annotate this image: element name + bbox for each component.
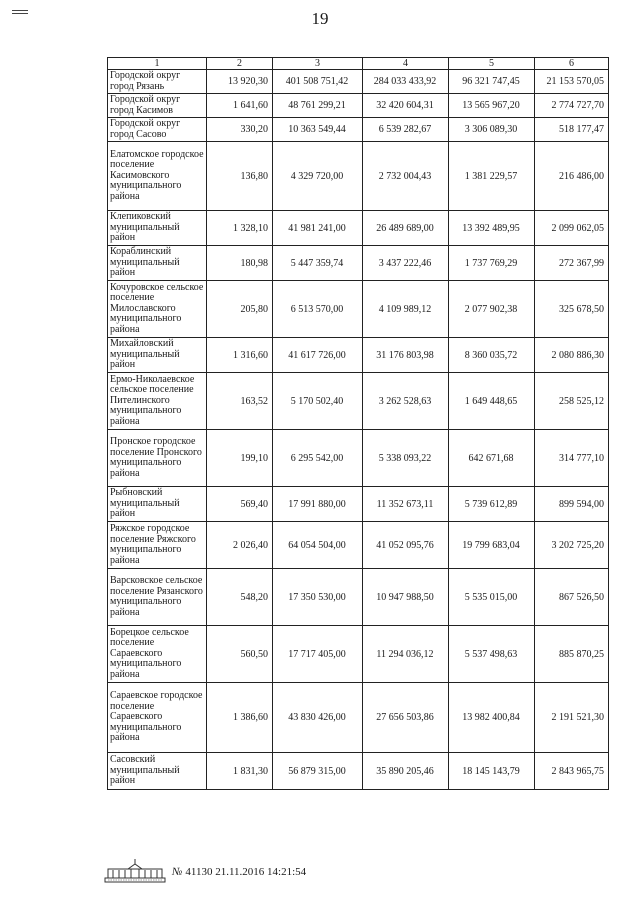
municipality-name-cell: Варсковское сельское поселение Рязанского муниципального района bbox=[108, 569, 207, 626]
value-cell: 18 145 143,79 bbox=[449, 753, 535, 790]
value-cell: 2 774 727,70 bbox=[535, 94, 609, 118]
municipality-name-cell: Сасовский муниципальный район bbox=[108, 753, 207, 790]
table-row bbox=[108, 338, 609, 373]
value-cell: 314 777,10 bbox=[535, 430, 609, 487]
value-cell: 41 617 726,00 bbox=[273, 338, 363, 373]
table-row bbox=[108, 753, 609, 790]
value-cell: 26 489 689,00 bbox=[363, 211, 449, 246]
value-cell: 96 321 747,45 bbox=[449, 70, 535, 94]
value-cell: 2 191 521,30 bbox=[535, 683, 609, 753]
value-cell: 180,98 bbox=[207, 246, 273, 281]
municipality-name-cell: Городской округ город Касимов bbox=[108, 94, 207, 118]
value-cell: 136,80 bbox=[207, 142, 273, 211]
value-cell: 5 338 093,22 bbox=[363, 430, 449, 487]
table-row bbox=[108, 569, 609, 626]
value-cell: 258 525,12 bbox=[535, 373, 609, 430]
value-cell: 1 737 769,29 bbox=[449, 246, 535, 281]
value-cell: 41 981 241,00 bbox=[273, 211, 363, 246]
value-cell: 41 052 095,76 bbox=[363, 522, 449, 569]
value-cell: 5 447 359,74 bbox=[273, 246, 363, 281]
value-cell: 13 920,30 bbox=[207, 70, 273, 94]
value-cell: 2 026,40 bbox=[207, 522, 273, 569]
value-cell: 31 176 803,98 bbox=[363, 338, 449, 373]
table-header-row bbox=[108, 58, 609, 70]
value-cell: 11 352 673,11 bbox=[363, 487, 449, 522]
column-header: 5 bbox=[449, 58, 535, 70]
value-cell: 2 099 062,05 bbox=[535, 211, 609, 246]
value-cell: 10 947 988,50 bbox=[363, 569, 449, 626]
value-cell: 216 486,00 bbox=[535, 142, 609, 211]
value-cell: 27 656 503,86 bbox=[363, 683, 449, 753]
value-cell: 548,20 bbox=[207, 569, 273, 626]
table-row bbox=[108, 683, 609, 753]
value-cell: 17 717 405,00 bbox=[273, 626, 363, 683]
column-header: 6 bbox=[535, 58, 609, 70]
value-cell: 199,10 bbox=[207, 430, 273, 487]
value-cell: 35 890 205,46 bbox=[363, 753, 449, 790]
value-cell: 885 870,25 bbox=[535, 626, 609, 683]
value-cell: 43 830 426,00 bbox=[273, 683, 363, 753]
value-cell: 2 080 886,30 bbox=[535, 338, 609, 373]
value-cell: 569,40 bbox=[207, 487, 273, 522]
table-row bbox=[108, 211, 609, 246]
column-header: 1 bbox=[108, 58, 207, 70]
value-cell: 5 170 502,40 bbox=[273, 373, 363, 430]
value-cell: 1 316,60 bbox=[207, 338, 273, 373]
municipality-name-cell: Кочуровское сельское поселение Милославского муниципального района bbox=[108, 281, 207, 338]
municipality-name-cell: Городской округ город Рязань bbox=[108, 70, 207, 94]
value-cell: 13 392 489,95 bbox=[449, 211, 535, 246]
value-cell: 205,80 bbox=[207, 281, 273, 338]
registration-number-sign: № bbox=[172, 866, 183, 878]
value-cell: 1 381 229,57 bbox=[449, 142, 535, 211]
value-cell: 56 879 315,00 bbox=[273, 753, 363, 790]
value-cell: 1 386,60 bbox=[207, 683, 273, 753]
value-cell: 11 294 036,12 bbox=[363, 626, 449, 683]
table-row bbox=[108, 522, 609, 569]
value-cell: 1 328,10 bbox=[207, 211, 273, 246]
municipality-name-cell: Рыбновский муниципальный район bbox=[108, 487, 207, 522]
table-row bbox=[108, 430, 609, 487]
table-row bbox=[108, 487, 609, 522]
value-cell: 163,52 bbox=[207, 373, 273, 430]
table-row bbox=[108, 626, 609, 683]
value-cell: 325 678,50 bbox=[535, 281, 609, 338]
municipality-name-cell: Елатомское городское поселение Касимовского муниципального района bbox=[108, 142, 207, 211]
value-cell: 48 761 299,21 bbox=[273, 94, 363, 118]
value-cell: 13 982 400,84 bbox=[449, 683, 535, 753]
table-row bbox=[108, 94, 609, 118]
value-cell: 284 033 433,92 bbox=[363, 70, 449, 94]
value-cell: 2 843 965,75 bbox=[535, 753, 609, 790]
value-cell: 1 831,30 bbox=[207, 753, 273, 790]
value-cell: 17 350 530,00 bbox=[273, 569, 363, 626]
table-row bbox=[108, 281, 609, 338]
table-row bbox=[108, 70, 609, 94]
municipality-name-cell: Городской округ город Сасово bbox=[108, 118, 207, 142]
value-cell: 17 991 880,00 bbox=[273, 487, 363, 522]
value-cell: 5 535 015,00 bbox=[449, 569, 535, 626]
table-row bbox=[108, 142, 609, 211]
table-row bbox=[108, 246, 609, 281]
value-cell: 560,50 bbox=[207, 626, 273, 683]
value-cell: 4 329 720,00 bbox=[273, 142, 363, 211]
value-cell: 3 262 528,63 bbox=[363, 373, 449, 430]
value-cell: 19 799 683,04 bbox=[449, 522, 535, 569]
value-cell: 21 153 570,05 bbox=[535, 70, 609, 94]
value-cell: 1 649 448,65 bbox=[449, 373, 535, 430]
table-row bbox=[108, 373, 609, 430]
column-header: 2 bbox=[207, 58, 273, 70]
municipality-name-cell: Ряжское городское поселение Ряжского муниципального района bbox=[108, 522, 207, 569]
value-cell: 5 537 498,63 bbox=[449, 626, 535, 683]
value-cell: 401 508 751,42 bbox=[273, 70, 363, 94]
value-cell: 330,20 bbox=[207, 118, 273, 142]
table-row bbox=[108, 118, 609, 142]
value-cell: 32 420 604,31 bbox=[363, 94, 449, 118]
value-cell: 4 109 989,12 bbox=[363, 281, 449, 338]
municipality-name-cell: Пронское городское поселение Пронского муниципального района bbox=[108, 430, 207, 487]
value-cell: 6 539 282,67 bbox=[363, 118, 449, 142]
value-cell: 642 671,68 bbox=[449, 430, 535, 487]
column-header: 4 bbox=[363, 58, 449, 70]
value-cell: 2 732 004,43 bbox=[363, 142, 449, 211]
value-cell: 867 526,50 bbox=[535, 569, 609, 626]
municipality-name-cell: Клепиковский муниципальный район bbox=[108, 211, 207, 246]
value-cell: 8 360 035,72 bbox=[449, 338, 535, 373]
municipality-name-cell: Кораблинский муниципальный район bbox=[108, 246, 207, 281]
municipality-name-cell: Сараевское городское поселение Сараевского муниципального района bbox=[108, 683, 207, 753]
table-body bbox=[108, 70, 609, 790]
value-cell: 5 739 612,89 bbox=[449, 487, 535, 522]
registration-stamp bbox=[172, 866, 306, 878]
registration-number-date: 41130 21.11.2016 14:21:54 bbox=[185, 866, 307, 878]
value-cell: 6 295 542,00 bbox=[273, 430, 363, 487]
value-cell: 3 202 725,20 bbox=[535, 522, 609, 569]
budget-table bbox=[107, 57, 609, 790]
value-cell: 899 594,00 bbox=[535, 487, 609, 522]
municipality-name-cell: Ермо-Николаевское сельское поселение Пителинского муниципального района bbox=[108, 373, 207, 430]
value-cell: 3 306 089,30 bbox=[449, 118, 535, 142]
value-cell: 2 077 902,38 bbox=[449, 281, 535, 338]
value-cell: 1 641,60 bbox=[207, 94, 273, 118]
page-number: 19 bbox=[311, 9, 329, 28]
column-header: 3 bbox=[273, 58, 363, 70]
value-cell: 13 565 967,20 bbox=[449, 94, 535, 118]
value-cell: 64 054 504,00 bbox=[273, 522, 363, 569]
value-cell: 272 367,99 bbox=[535, 246, 609, 281]
value-cell: 10 363 549,44 bbox=[273, 118, 363, 142]
municipality-name-cell: Михайловский муниципальный район bbox=[108, 338, 207, 373]
municipality-name-cell: Борецкое сельское поселение Сараевского муниципального района bbox=[108, 626, 207, 683]
value-cell: 6 513 570,00 bbox=[273, 281, 363, 338]
value-cell: 3 437 222,46 bbox=[363, 246, 449, 281]
government-building-stamp-icon bbox=[104, 858, 166, 884]
value-cell: 518 177,47 bbox=[535, 118, 609, 142]
